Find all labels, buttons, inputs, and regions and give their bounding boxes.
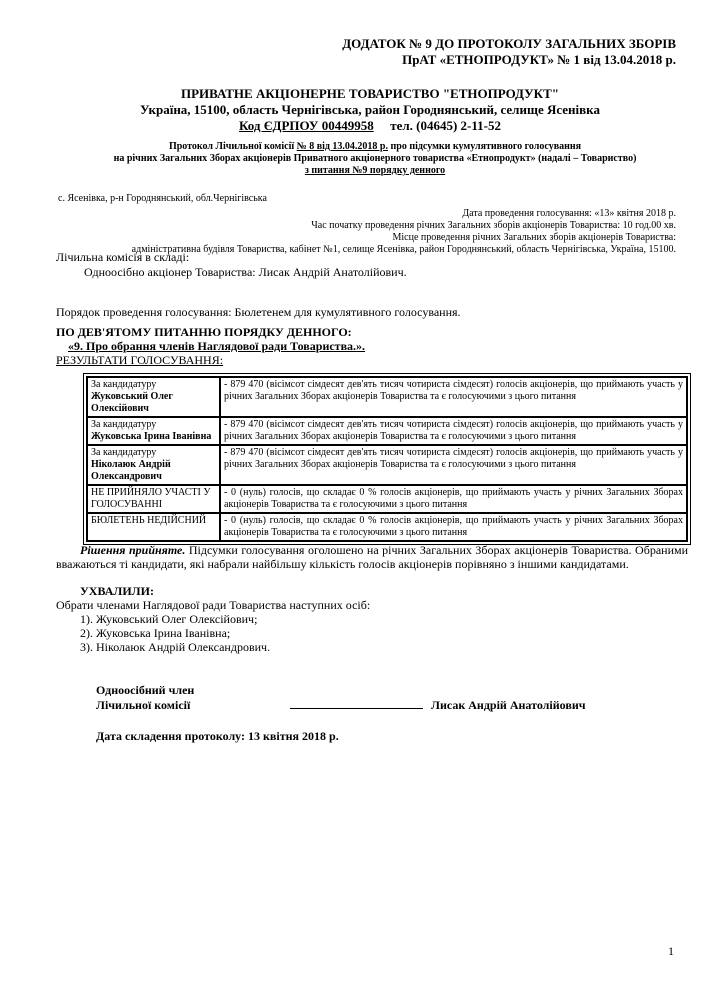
resolved-intro: Обрати членами Наглядової ради Товариства наступних осіб:	[56, 598, 371, 612]
table-row	[87, 485, 687, 513]
decision-paragraph	[56, 543, 688, 571]
place-line: с. Ясенівка, р-н Городнянський, обл.Чернігівська	[58, 193, 267, 204]
procedure-line: Порядок проведення голосування: Бюлетенем для кумулятивного голосування.	[56, 305, 461, 319]
protocol-line-3: з питання №9 порядку денного	[304, 165, 446, 176]
compilation-date: Дата складення протоколу: 13 квітня 2018 р.	[96, 729, 339, 743]
vote-label: НЕ ПРИЙНЯЛО УЧАСТІ У ГОЛОСУВАННІ	[91, 487, 211, 510]
vote-label-cell	[87, 417, 220, 445]
commission-label: Лічильна комісія в складі:	[56, 250, 190, 264]
page-number: 1	[668, 944, 674, 958]
agenda-question: «9. Про обрання членів Наглядової ради Товариства.».	[68, 339, 366, 353]
results-heading: РЕЗУЛЬТАТИ ГОЛОСУВАННЯ:	[56, 353, 224, 367]
protocol-title	[60, 141, 690, 177]
candidate-name: Ніколаюк Андрій Олександрович	[91, 459, 171, 482]
list-item: 2). Жуковська Ірина Іванівна;	[80, 626, 231, 640]
list-item: 3). Ніколаюк Андрій Олександрович.	[80, 640, 271, 654]
vote-label: За кандидатуру	[91, 379, 157, 390]
agenda-heading: ПО ДЕВ'ЯТОМУ ПИТАННЮ ПОРЯДКУ ДЕННОГО:	[56, 325, 352, 339]
protocol-prefix: Протокол Лічильної комісії	[168, 141, 295, 152]
company-block	[100, 86, 640, 134]
vote-result: - 0 (нуль) голосів, що складає 0 % голосів акціонерів, що приймають участь у річних Загальних Зборах акціонерів Товариства та є голосуючими з цього питання	[220, 513, 687, 541]
company-code: Код ЄДРПОУ 00449958	[238, 118, 374, 133]
protocol-suffix: про підсумки кумулятивного голосування	[390, 141, 582, 152]
vote-label-cell	[87, 445, 220, 485]
vote-result: - 879 470 (вісімсот сімдесят дев'ять тисяч чотириста сімдесят) голосів акціонерів, що приймають участь у річних Загальних Зборах акціонерів Товариства та є голосуючими з цього питання	[220, 417, 687, 445]
vote-result: - 0 (нуль) голосів, що складає 0 % голосів акціонерів, що приймають участь у річних Загальних Зборах акціонерів Товариства та є голосуючими з цього питання	[220, 485, 687, 513]
vote-label: За кандидатуру	[91, 419, 157, 430]
meta-time: Час початку проведення річних Загальних зборів акціонерів Товариства: 10 год.00 хв.	[311, 220, 676, 231]
vote-label: БЮЛЕТЕНЬ НЕДІЙСНИЙ	[91, 515, 207, 526]
vote-result: - 879 470 (вісімсот сімдесят дев'ять тисяч чотириста сімдесят) голосів акціонерів, що приймають участь у річних Загальних Зборах акціонерів Товариства та є голосуючими з цього питання	[220, 445, 687, 485]
resolved-heading: УХВАЛИЛИ:	[80, 584, 154, 598]
vote-label: За кандидатуру	[91, 447, 157, 458]
table-row	[87, 417, 687, 445]
meta-block	[132, 208, 676, 256]
document-header	[342, 36, 676, 68]
company-code-line	[100, 118, 640, 134]
protocol-number: № 8 від 13.04.2018 р.	[296, 141, 388, 152]
signature-line	[290, 696, 423, 714]
vote-label-cell	[87, 377, 220, 417]
company-tel: тел. (04645) 2-11-52	[390, 118, 502, 133]
protocol-line-1	[60, 141, 690, 153]
table-row	[87, 445, 687, 485]
company-address: Україна, 15100, область Чернігівська, район Городнянський, селище Ясенівка	[140, 102, 600, 117]
meta-place-label: Місце проведення річних Загальних зборів акціонерів Товариства:	[392, 232, 676, 243]
candidate-name: Жуковська Ірина Іванівна	[91, 431, 212, 442]
meta-date: Дата проведення голосування: «13» квітня 2018 р.	[462, 208, 676, 219]
candidate-name: Жуковський Олег Олексійович	[91, 391, 173, 414]
protocol-line-2: на річних Загальних Зборах акціонерів Приватного акціонерного товариства «Етнопродукт» (надалі – Товариство)	[113, 153, 637, 164]
decision-text: Підсумки голосування оголошено на річних Загальних Зборах акціонерів Товариства. Обраними вважаються ті кандидати, які набрали найбільшу кількість голосів акціонерів порівняно з іншими кандидатами.	[56, 543, 689, 571]
votes-table	[86, 376, 688, 542]
header-line-2: ПрАТ «ЕТНОПРОДУКТ» № 1 від 13.04.2018 р.	[402, 52, 676, 67]
company-name: ПРИВАТНЕ АКЦІОНЕРНЕ ТОВАРИСТВО "ЕТНОПРОДУКТ"	[181, 86, 559, 101]
signature-role	[96, 683, 194, 713]
resolved-list	[80, 612, 270, 654]
signature-line-2: Лічильної комісії	[96, 698, 191, 712]
commission-member: Одноосібно акціонер Товариства: Лисак Андрій Анатолійович.	[84, 265, 407, 279]
decision-lead: Рішення прийняте.	[80, 543, 186, 557]
signature-name: Лисак Андрій Анатолійович	[431, 698, 586, 712]
vote-result: - 879 470 (вісімсот сімдесят дев'ять тисяч чотириста сімдесят) голосів акціонерів, що приймають участь у річних Загальних Зборах акціонерів Товариства та є голосуючими з цього питання	[220, 377, 687, 417]
list-item: 1). Жуковський Олег Олексійович;	[80, 612, 258, 626]
vote-label-cell	[87, 485, 220, 513]
signature-line-1: Одноосібний член	[96, 683, 195, 697]
table-row	[87, 377, 687, 417]
header-line-1: ДОДАТОК № 9 ДО ПРОТОКОЛУ ЗАГАЛЬНИХ ЗБОРІВ	[342, 36, 676, 51]
table-row	[87, 513, 687, 541]
vote-label-cell	[87, 513, 220, 541]
meta-place-value: адміністративна будівля Товариства, кабінет №1, селище Ясенівка, район Городнянський, область Чернігівська, Україна, 15100.	[131, 244, 676, 255]
